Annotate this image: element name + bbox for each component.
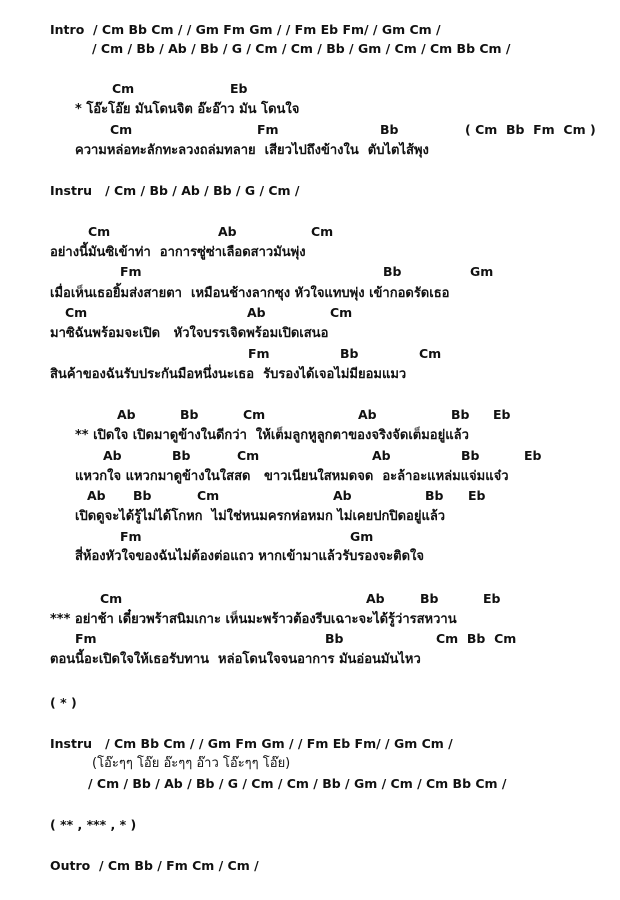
chord: Cm (330, 305, 353, 320)
chord: Bb (133, 488, 152, 503)
chord: Eb (468, 488, 486, 503)
chord: Ab (117, 407, 136, 422)
chord: Bb (172, 448, 191, 463)
chord: Ab (372, 448, 391, 463)
chord: Gm (350, 529, 374, 544)
chord: Cm (311, 224, 334, 239)
chord: Bb (420, 591, 439, 606)
lyric-line: เมื่อเห็นเธอยิ้มส่งสายตา เหมือนช้างลากซุง หัวใจแทบพุ่ง เข้ากอดรัดเธอ (50, 286, 450, 301)
chord: Gm (470, 264, 494, 279)
chord: Bb (325, 631, 344, 646)
outro-line: Outro / Cm Bb / Fm Cm / Cm / (50, 858, 259, 873)
lyric-line: แหวกใจ แหวกมาดูข้างในใสสด ขาวเนียนใสหมดจด อะล้าอะแหล่มแจ่มแจ๋ว (75, 469, 509, 484)
lyric-line: *** อย่าช้า เดี๋ยวพร้าสนิมเกาะ เห็นมะพร้าวต้องรีบเฉาะจะได้รู้ว่ารสหวาน (50, 612, 457, 627)
vocal-line: (โอ๊ะๆๆ โอ๊ย อ๊ะๆๆ อ๊าว โอ๊ะๆๆ โอ๊ย) (92, 756, 291, 771)
chord: Fm (248, 346, 270, 361)
chord: Cm (110, 122, 133, 137)
lyric-line: สี่ห้องหัวใจของฉันไม่ต้องต่อแถว หากเข้ามาแล้วรับรองจะติดใจ (75, 549, 425, 564)
chord: Cm (100, 591, 123, 606)
chord: Bb (461, 448, 480, 463)
chord: Cm (65, 305, 88, 320)
chord: Cm Bb Cm (436, 631, 517, 646)
intro-line: Intro / Cm Bb Cm / / Gm Fm Gm / / Fm Eb Fm/ / Gm Cm / (50, 22, 441, 37)
chord: Fm (75, 631, 97, 646)
chord: Ab (87, 488, 106, 503)
chord: Cm (237, 448, 260, 463)
chord: Ab (103, 448, 122, 463)
chord: Eb (483, 591, 501, 606)
chord: Ab (333, 488, 352, 503)
chord: Bb (340, 346, 359, 361)
chord: Eb (230, 81, 248, 96)
chord: Fm (120, 264, 142, 279)
repeat-marker: ( * ) (50, 695, 77, 710)
chord: Ab (366, 591, 385, 606)
chord: Ab (358, 407, 377, 422)
chord: Bb (180, 407, 199, 422)
chord: Bb (451, 407, 470, 422)
lyric-line: มาซิฉันพร้อมจะเปิด หัวใจบรรเจิดพร้อมเปิดเสนอ (50, 326, 329, 341)
chord: Eb (524, 448, 542, 463)
lyric-line: ** เปิดใจ เปิดมาดูข้างในดีกว่า ให้เต็มลูกหูลูกตาของจริงจัดเต็มอยู่แล้ว (75, 428, 469, 443)
lyric-line: อย่างนี้มันซิเข้าท่า อาการซู่ซ่าเลือดสาวมันพุ่ง (50, 245, 306, 260)
instru-line: Instru / Cm / Bb / Ab / Bb / G / Cm / (50, 183, 300, 198)
lyric-line: ความหล่อทะลักทะลวงถล่มทลาย เสียวไปถึงข้างใน ตับไตไส้พุง (75, 143, 429, 158)
lyric-line: ตอนนี้อะเปิดใจให้เธอรับทาน หล่อโดนใจจนอาการ มันอ่อนมันไหว (50, 652, 421, 667)
chord: Bb (380, 122, 399, 137)
lyric-line: * โอ๊ะโอ๊ย มันโดนจิต อ๊ะอ๊าว มัน โดนใจ (75, 102, 300, 117)
lyric-line: สินค้าของฉันรับประกันมือหนึ่งนะเธอ รับรองได้เจอไม่มียอมแมว (50, 367, 407, 382)
chord: Eb (493, 407, 511, 422)
chord: Cm (419, 346, 442, 361)
chord: Cm (197, 488, 220, 503)
chord: Cm (243, 407, 266, 422)
repeat-marker: ( ** , *** , * ) (50, 817, 137, 832)
chord: Cm (88, 224, 111, 239)
instru-line: / Cm / Bb / Ab / Bb / G / Cm / Cm / Bb / Gm / Cm / Cm Bb Cm / (88, 776, 507, 791)
chord: Bb (425, 488, 444, 503)
chord: Ab (218, 224, 237, 239)
chord: Fm (257, 122, 279, 137)
instru-line: Instru / Cm Bb Cm / / Gm Fm Gm / / Fm Eb Fm/ / Gm Cm / (50, 736, 453, 751)
chord: ( Cm Bb Fm Cm ) (465, 122, 596, 137)
chord: Fm (120, 529, 142, 544)
chord: Bb (383, 264, 402, 279)
intro-line: / Cm / Bb / Ab / Bb / G / Cm / Cm / Bb / Gm / Cm / Cm Bb Cm / (92, 41, 511, 56)
lyric-line: เปิดดูจะได้รู้ไม่ได้โกหก ไม่ใช่หนมครกห่อหมก ไม่เคยปกปิดอยู่แล้ว (75, 509, 446, 524)
chord: Ab (247, 305, 266, 320)
chord: Cm (112, 81, 135, 96)
